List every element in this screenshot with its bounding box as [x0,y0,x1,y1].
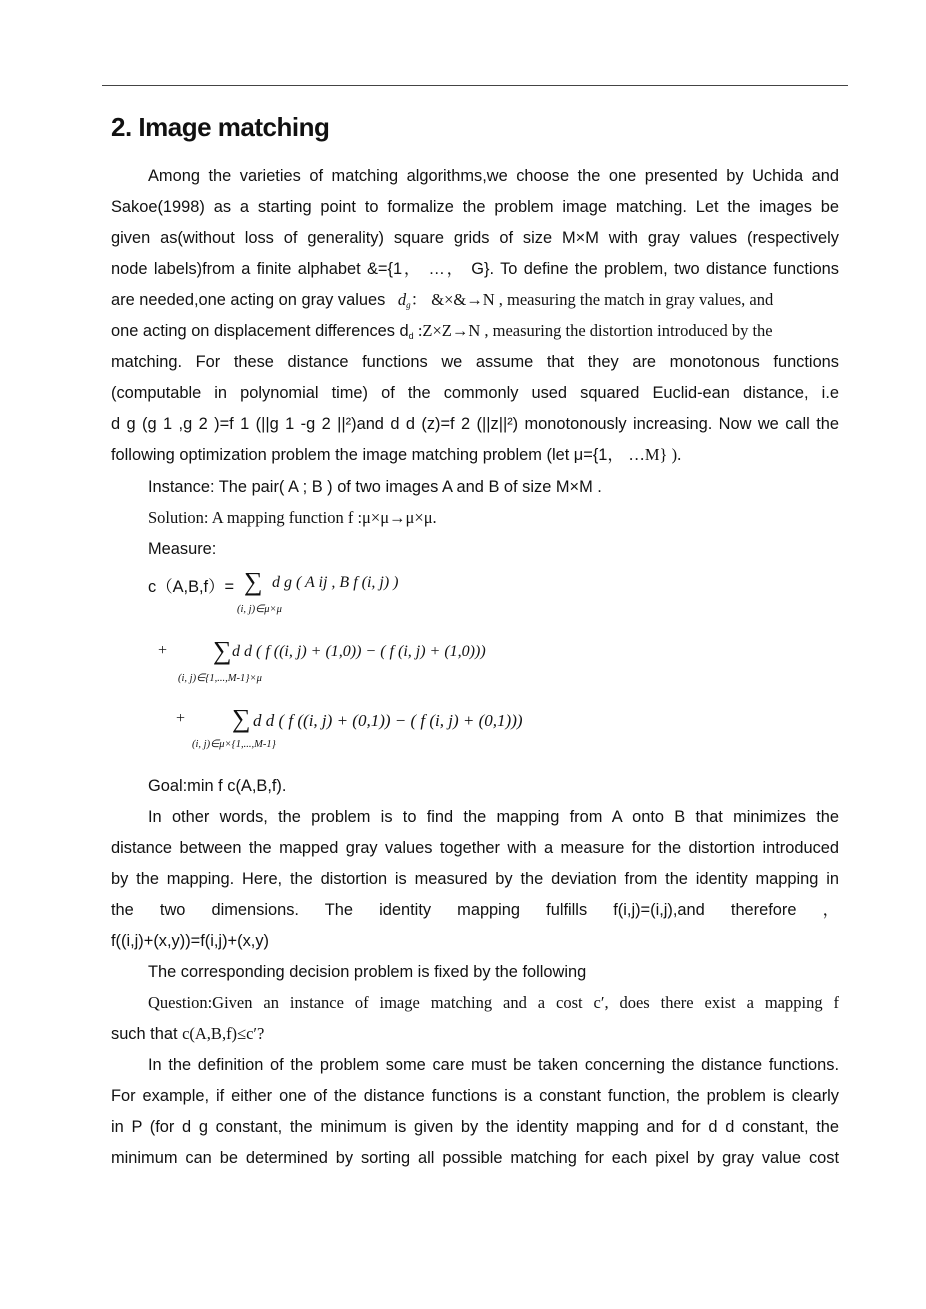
goal-line: Goal:min f c(A,B,f). [148,777,287,795]
paragraph-line: Sakoe(1998) as a starting point to formalize the problem image matching. Let the images be [111,198,839,216]
formula-term-2: d d ( f ((i, j) + (1,0)) − ( f (i, j) + (1,0))) [232,643,486,660]
formula-term-1: d g ( A ij , B f (i, j) ) [272,574,399,591]
text-run: ： &×&→N , measuring the match in gray values, and [410,290,774,309]
solution-line: Solution: A mapping function f :μ×μ→μ×μ. [148,508,437,527]
text-run: following optimization problem the image matching problem (let μ={1， [111,446,629,464]
paragraph-line: (computable in polynomial time) of the commonly used squared Euclid-ean distance, i.e [111,384,839,402]
section-heading: 2. Image matching [111,112,330,142]
sigma-symbol: ∑ [244,567,263,596]
paragraph-line: minimum can be determined by sorting all possible matching for each pixel by gray value cost [111,1149,839,1167]
subscript: d [408,331,414,341]
paragraph-line [111,445,839,465]
question-line: Question:Given an instance of image matching and a cost c′, does there exist a mapping f [148,993,839,1012]
paragraph-line [111,290,839,315]
paragraph-line: by the mapping. Here, the distortion is measured by the deviation from the identity mapping in [111,870,839,888]
text-run: …M} ). [628,445,682,464]
sigma-symbol: ∑ [232,704,251,733]
paragraph-line: the two dimensions. The identity mapping fulfills f(i,j)=(i,j),and therefore ， [111,901,839,919]
paragraph-line: Among the varieties of matching algorithms,we choose the one presented by Uchida and [148,167,839,185]
symbol-dg-sub: g [406,300,411,310]
paragraph-line: In other words, the problem is to find the mapping from A onto B that minimizes the [148,808,839,826]
text-run: one acting on displacement differences d [111,322,409,340]
header-rule [102,85,848,86]
text-run: such that [111,1025,183,1043]
formula-term-2-range: (i, j)∈{1,...,M-1}×μ [178,673,262,684]
paragraph-line: matching. For these distance functions we assume that they are monotonous functions [111,353,839,371]
paragraph-line: distance between the mapped gray values together with a measure for the distortion introduced [111,839,839,857]
question-line [111,1024,839,1044]
text-run: :Z×Z→N , measuring the distortion introduced by the [413,321,773,340]
paragraph-line: d g (g 1 ,g 2 )=f 1 (||g 1 -g 2 ||²)and d d (z)=f 2 (||z||²) monotonously increasing. Now we call the [111,415,839,433]
formula-term-1-range: (i, j)∈μ×μ [237,604,282,615]
paragraph-line [111,321,839,346]
paragraph-line: For example, if either one of the distance functions is a constant function, the problem is clearly [111,1087,839,1105]
sigma-symbol: ∑ [213,636,232,665]
measure-label: Measure: [148,540,217,558]
paragraph-line: In the definition of the problem some care must be taken concerning the distance functions. [148,1056,839,1074]
paragraph-line: given as(without loss of generality) square grids of size M×M with gray values (respectively [111,229,839,247]
plus-symbol: + [158,642,168,659]
plus-symbol: + [176,710,186,727]
instance-line: Instance: The pair( A ; B ) of two images A and B of size M×M . [148,478,602,496]
formula-term-3: d d ( f ((i, j) + (0,1)) − ( f (i, j) + (0,1))) [253,711,523,730]
formula-term-3-range: (i, j)∈μ×{1,...,M-1} [192,739,276,750]
text-run: are needed,one acting on gray values [111,291,386,309]
formula-lhs: c（A,B,f）= [148,578,235,596]
paragraph-line: The corresponding decision problem is fixed by the following [148,963,587,981]
paragraph-line: f((i,j)+(x,y))=f(i,j)+(x,y) [111,932,269,950]
text-run: c(A,B,f)≤c′? [182,1024,265,1043]
paragraph-line: in P (for d g constant, the minimum is given by the identity mapping and for d d constant, the [111,1118,839,1136]
paragraph-line: node labels)from a finite alphabet &={1， …， G}. To define the problem, two distance functions [111,260,839,278]
symbol-dg: d [397,290,407,309]
